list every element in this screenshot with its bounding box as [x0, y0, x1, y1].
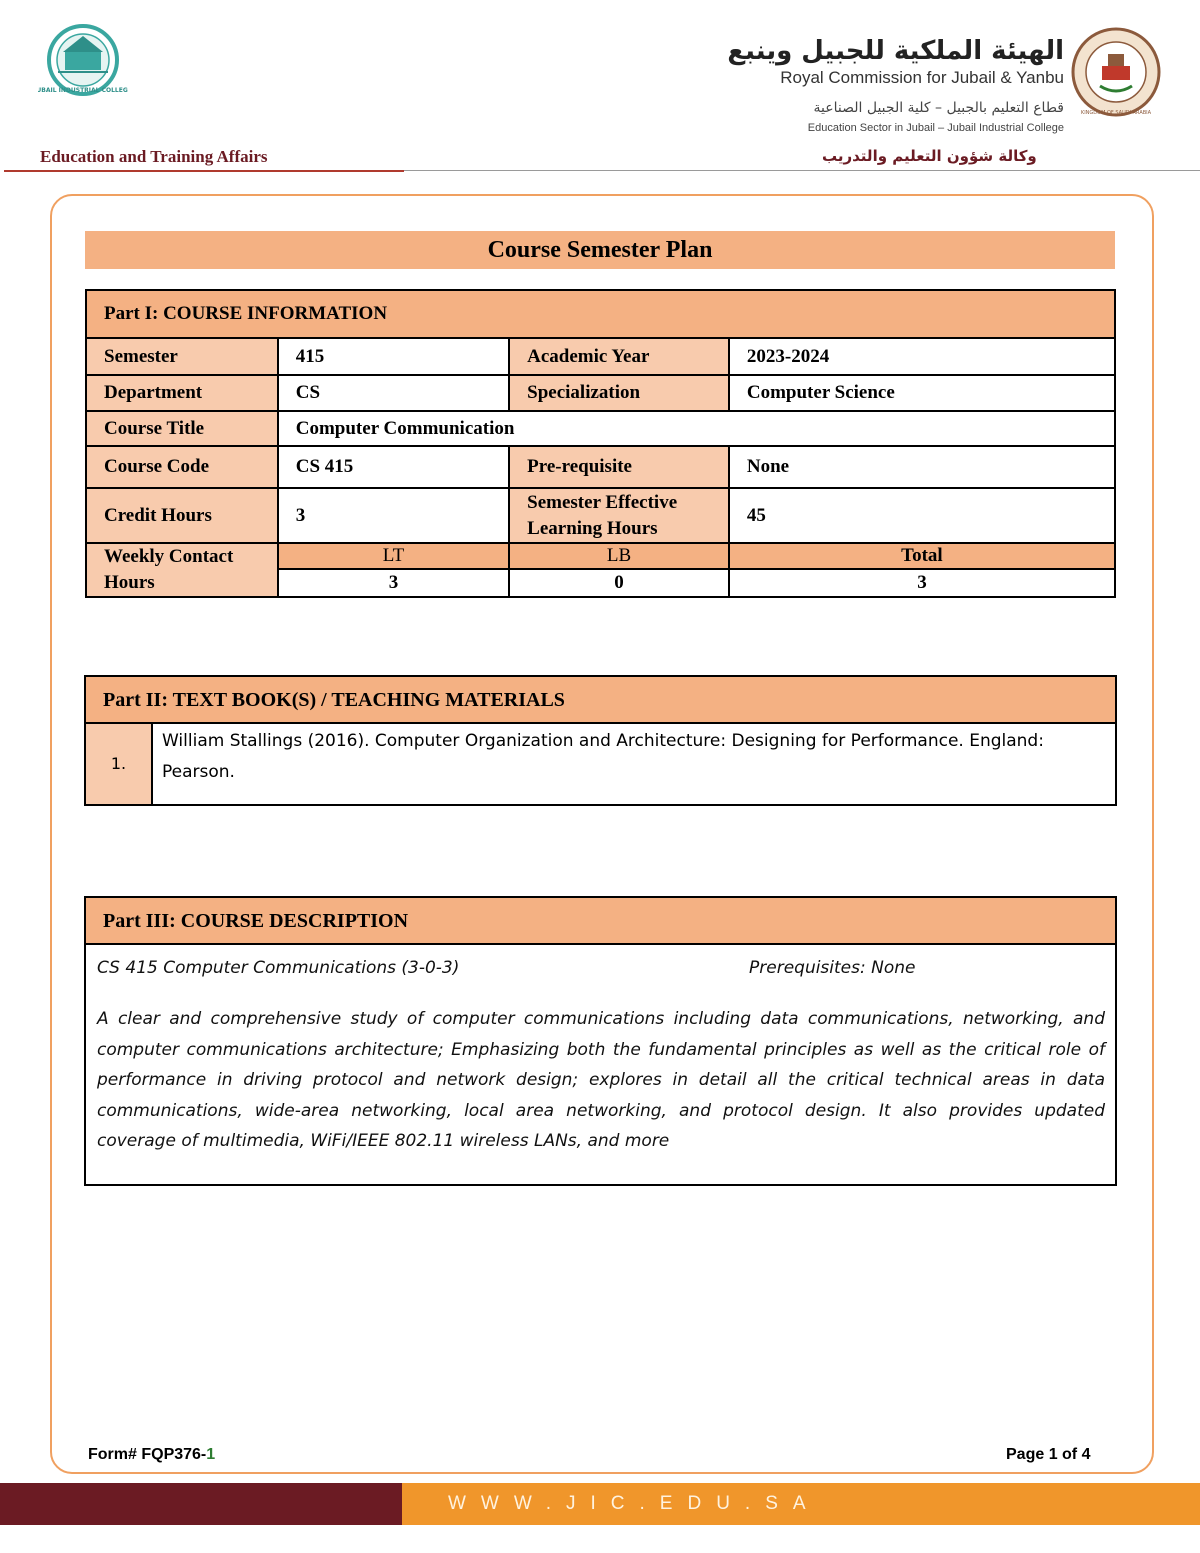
header-divider-red: [4, 170, 404, 172]
credit-hours-value: 3: [278, 488, 509, 543]
textbooks-section: [84, 675, 1117, 806]
prerequisites-line: Prerequisites: None: [749, 958, 916, 978]
course-code-label: Course Code: [86, 446, 278, 488]
education-training-affairs: Education and Training Affairs: [40, 147, 268, 166]
svg-text:KINGDOM OF SAUDI ARABIA: KINGDOM OF SAUDI ARABIA: [1080, 110, 1152, 116]
svg-text:JUBAIL INDUSTRIAL COLLEGE: JUBAIL INDUSTRIAL COLLEGE: [38, 87, 128, 94]
course-title-value: Computer Communication: [278, 411, 1115, 446]
jic-logo: [38, 22, 128, 108]
royal-commission-arabic: الهيئة الملكية للجبيل وينبع: [727, 36, 1064, 66]
royal-commission-english: Royal Commission for Jubail & Yanbu: [780, 68, 1064, 87]
effective-hours-value: 45: [729, 488, 1115, 543]
part2-heading: Part II: TEXT BOOK(S) / TEACHING MATERIALS: [86, 677, 1115, 724]
form-number: [88, 1446, 215, 1464]
header-divider-gray: [404, 170, 1200, 171]
royal-commission-emblem: [1070, 26, 1162, 118]
specialization-label: Specialization: [509, 375, 729, 411]
footer-bar-maroon: [0, 1483, 402, 1525]
lt-value: 3: [278, 569, 509, 597]
prerequisite-value: None: [729, 446, 1115, 488]
total-header: Total: [729, 543, 1115, 569]
course-description-section: [84, 896, 1117, 1186]
semester-value: 415: [278, 338, 509, 375]
education-training-affairs-arabic: وكالة شؤون التعليم والتدريب: [822, 147, 1037, 165]
course-line: CS 415 Computer Communications (3-0-3): [97, 958, 460, 978]
weekly-contact-label: Weekly Contact Hours: [86, 543, 278, 597]
education-sector-arabic: قطاع التعليم بالجبيل – كلية الجبيل الصناعية: [813, 100, 1064, 116]
semester-label: Semester: [86, 338, 278, 375]
course-description: A clear and comprehensive study of computer communications including data communications, networking, and computer communications architecture; Emphasizing both the fundamental principles as well as the critical role of performance in driving protocol and network design; explores in detail all the critical technical areas in data communications, wide-area networking, local area networking, and protocol design. It also provides updated coverage of multimedia, WiFi/IEEE 802.11 wireless LANs, and more: [97, 1009, 1105, 1151]
form-number-prefix: Form# FQP376-: [88, 1446, 207, 1463]
department-label: Department: [86, 375, 278, 411]
lt-header: LT: [278, 543, 509, 569]
page-number: Page 1 of 4: [1006, 1446, 1091, 1463]
textbook-number: 1.: [86, 724, 153, 804]
effective-hours-label: Semester Effective Learning Hours: [509, 488, 729, 543]
total-value: 3: [729, 569, 1115, 597]
form-number-suffix: 1: [206, 1446, 216, 1463]
course-information-table: [85, 289, 1116, 598]
specialization-value: Computer Science: [729, 375, 1115, 411]
academic-year-value: 2023-2024: [729, 338, 1115, 375]
course-title-label: Course Title: [86, 411, 278, 446]
department-value: CS: [278, 375, 509, 411]
prerequisite-label: Pre-requisite: [509, 446, 729, 488]
website-url[interactable]: WWW.JIC.EDU.SA: [448, 1493, 821, 1514]
page-title: Course Semester Plan: [85, 231, 1115, 269]
course-code-value: CS 415: [278, 446, 509, 488]
textbook-citation: William Stallings (2016). Computer Organization and Architecture: Designing for Performance. England: Pearson.: [162, 731, 1044, 782]
credit-hours-label: Credit Hours: [86, 488, 278, 543]
lb-value: 0: [509, 569, 729, 597]
academic-year-label: Academic Year: [509, 338, 729, 375]
education-sector-english: Education Sector in Jubail – Jubail Industrial College: [807, 122, 1064, 134]
part3-heading: Part III: COURSE DESCRIPTION: [86, 898, 1115, 945]
part1-heading: Part I: COURSE INFORMATION: [86, 290, 1115, 338]
lb-header: LB: [509, 543, 729, 569]
